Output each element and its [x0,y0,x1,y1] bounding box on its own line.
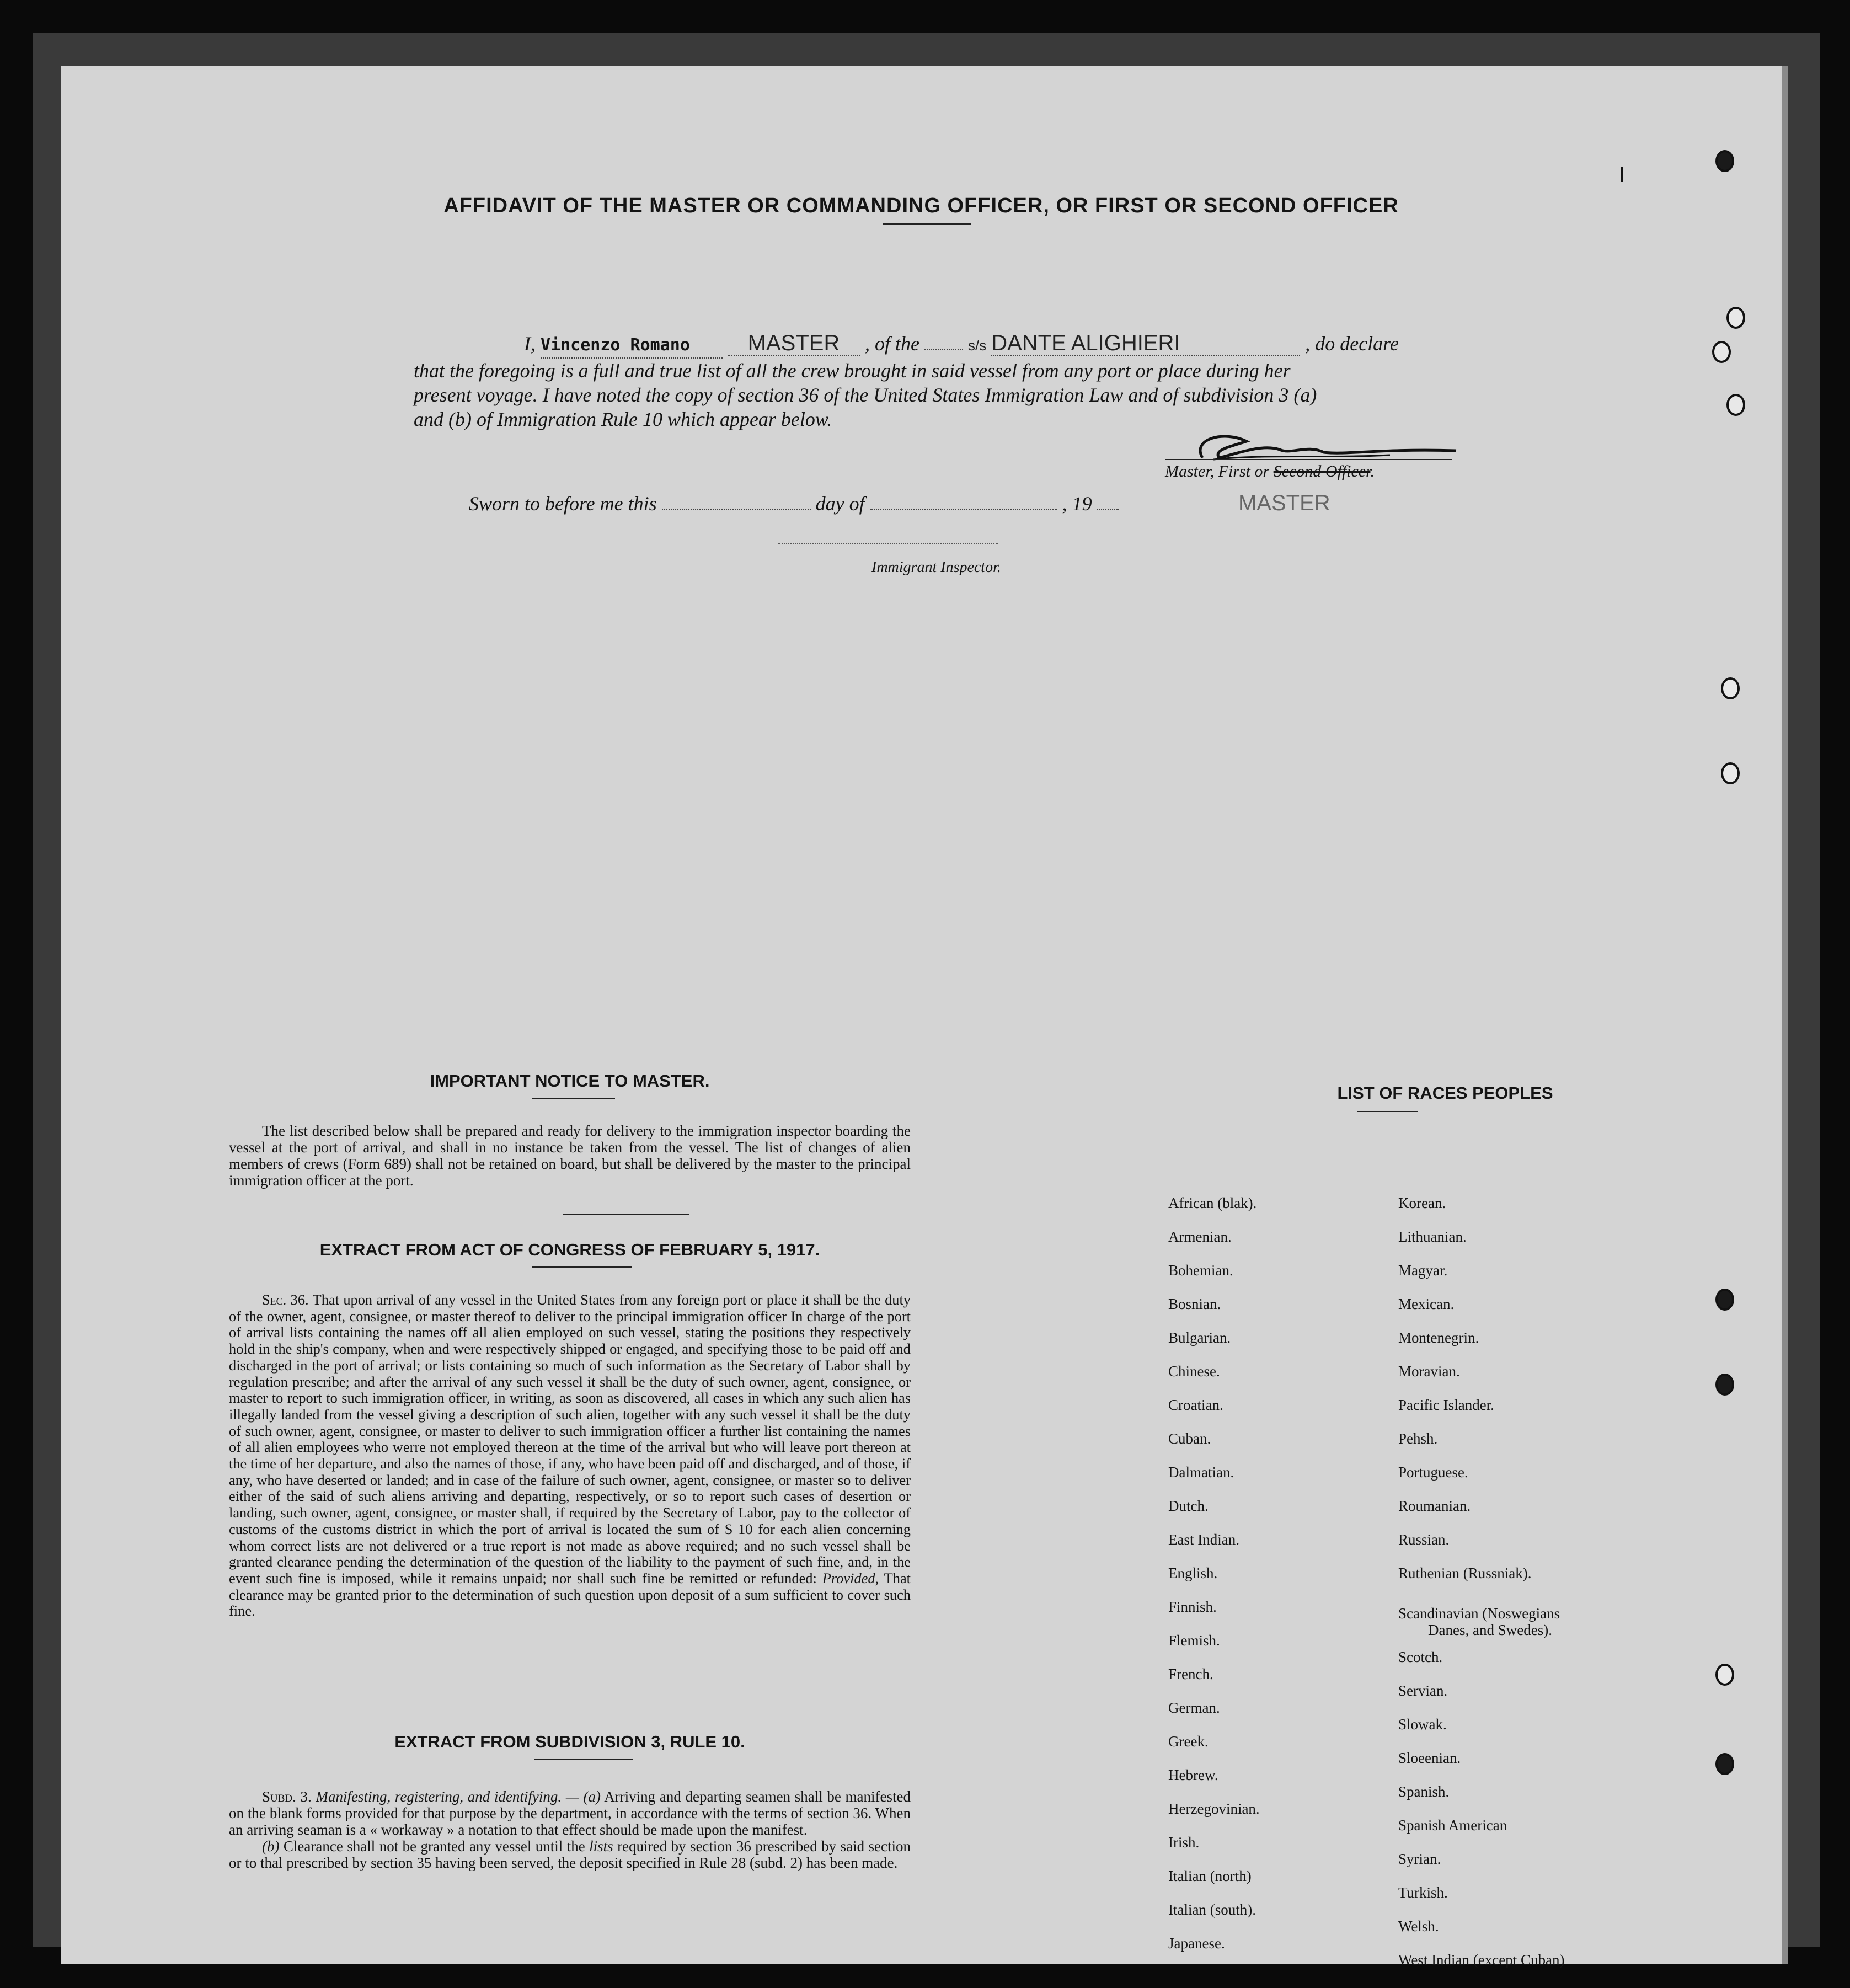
race-item: Roumanian. [1398,1498,1471,1514]
notice-body: The list described below shall be prepared and ready for delivery to the immigration inspector boarding the vessel at the port of arrival, and shall in no instance be taken from the vessel. The list of changes of alien members of crews (Form 689) shall not be retained on board, but shall be delivered by the master to the principal immigration officer at the port. [229,1123,911,1189]
inspector-signature-blank [778,543,998,544]
binder-hole-6 [1721,762,1740,784]
of-the-text: , of the [865,333,919,355]
margin-tick-mark [1621,167,1623,182]
race-item: Mexican. [1398,1296,1455,1312]
vessel-prefix: s/s [967,337,987,354]
act-extract-heading: EXTRACT FROM ACT OF CONGRESS OF FEBRUARY 5, 1917. [319,1240,820,1259]
race-item: Pacific Islander. [1398,1397,1494,1413]
race-item: German. [1168,1700,1220,1716]
notice-separator [563,1214,689,1215]
binder-hole-9 [1715,1664,1734,1686]
affidavit-line-2: that the foregoing is a full and true list of all the crew brought in said vessel from any port or place during her [414,360,1291,382]
subd-title: Manifesting, registering, and identifying. — (a) [316,1788,601,1805]
race-item: East Indian. [1168,1531,1239,1548]
race-item: African (blak). [1168,1195,1257,1211]
races-column-2 [1398,1195,1564,1985]
affidavit-title: AFFIDAVIT OF THE MASTER OR COMMANDING OFFICER, OR FIRST OR SECOND OFFICER [443,194,1399,217]
act-extract-body-block [229,1292,911,1620]
sworn-day-blank [662,509,811,510]
races-underline [1357,1111,1418,1112]
race-item: Bosnian. [1168,1296,1221,1312]
sec-36-label: Sec. 36. [262,1291,309,1308]
race-item: Chinese. [1168,1363,1220,1380]
race-item: Finnish. [1168,1599,1217,1615]
sworn-month-blank [870,509,1057,510]
race-item: Dutch. [1168,1498,1209,1514]
binder-hole-2 [1726,307,1745,329]
race-item: French. [1168,1666,1213,1682]
sworn-text: Sworn to before me this [469,493,657,515]
vessel-name-stamp: DANTE ALIGHIERI [991,331,1300,356]
race-item: Sloeenian. [1398,1750,1461,1766]
rule-extract-underline [534,1759,633,1760]
signature-caption-text: Master, First or [1165,462,1274,480]
affidavit-line-4: and (b) of Immigration Rule 10 which appear below. [414,408,832,430]
race-item: Herzegovinian. [1168,1800,1260,1817]
notice-body-block [229,1123,911,1189]
subd-b-label: (b) [262,1838,280,1855]
subd-para-b-start: Clearance shall not be granted any vessel until the [283,1838,585,1855]
form-page [61,66,1782,1968]
race-item: Korean. [1398,1195,1446,1211]
race-item: Japanese. [1168,1935,1225,1952]
race-item: Portuguese. [1398,1464,1468,1481]
rule-extract-heading: EXTRACT FROM SUBDIVISION 3, RULE 10. [394,1732,745,1751]
act-extract-underline [532,1266,632,1268]
race-item: Armenian. [1168,1228,1232,1245]
signature-caption [1165,462,1375,481]
race-item: Magyar. [1398,1262,1448,1279]
race-item: Scotch. [1398,1649,1443,1665]
race-item: Danes, and Swedes). [1428,1622,1552,1638]
affidavit-statement [414,331,1506,431]
title-underline [883,223,971,225]
signature-line [1165,459,1452,460]
binder-hole-5 [1721,677,1740,699]
signature-caption-struck: Second Officer [1273,462,1371,480]
notice-underline [532,1098,615,1099]
provided-text: That clearance may be granted prior to the determination of such question upon deposit of a sum sufficient to cover such fine. [229,1569,911,1620]
subd-para-a: Arriving and departing seamen shall be manifested on the blank forms provided for that purpose by the department, in accordance with the terms of section 36. When an arriving seaman is a « workaway » a notation to that effect should be made upon the manifest. [229,1788,911,1838]
race-item: Slowak. [1398,1716,1447,1733]
race-item: Moravian. [1398,1363,1460,1380]
races-heading: LIST OF RACES PEOPLES [1337,1083,1553,1103]
race-item: Italian (south). [1168,1901,1256,1918]
binder-hole-1 [1715,150,1734,172]
master-stamp: MASTER [1238,491,1330,515]
binder-hole-8 [1715,1374,1734,1396]
sec-36-text: That upon arrival of any vessel in the United States from any foreign port or place it shall be the duty of the owner, agent, consignee, or master thereof to deliver to the principal immigration officer In charge of the port of arrival lists containing the names off all alien employed on such vessel, stating the positions they respectively hold in the ship's company, when and were respectively shipped or engaged, and specifying those to be paid off and discharged in the port of arrival; or lists containing so much of such information as the Secretary of Labor shall by regulation prescribe; and after the arrival of any such vessel it shall be the duty of such owner, agent, consignee, or master to report to such immigration officer, in writing, as soon as discovered, all cases in which any such alien has illegally landed from the vessel giving a description of such alien, together with any such vessel it shall be the duty of such owner, agent, consignee, or master to deliver to such immigration officer a further list containing the names of all alien employees who werre not employed thereon at the time of the arrival but who will leave port thereon at the time of her departure, and also the names of those, if any, who have been paid off and discharged, and of those, if any, who have deserted or landed; and in case of the failure of such owner, agent, consignee, or master so to deliver either of the said of such aliens arriving and departing, respectively, or so to report such cases of desertion or landing, such owner, agent, consignee, or master shall, if required by the Secretary of Labor, pay to the collector of customs of the customs district in which the port of arrival is located the sum of S 10 for each alien concerning whom correct lists are not delivered or a true report is not made as above required; and no such vessel shall be granted clearance pending the determination of the question of the liability to the payment of such fine, and, in the event such fine is imposed, while it remains unpaid; nor shall such fine be remitted or refunded: [229,1291,911,1586]
race-item: Syrian. [1398,1851,1441,1867]
binder-hole-3 [1712,341,1731,363]
subd-para-b-lists: lists [589,1838,613,1855]
dotted-gap [924,349,963,350]
race-item: Croatian. [1168,1397,1223,1413]
binder-hole-4 [1726,394,1745,416]
officer-name: Vincenzo Romano [541,333,723,359]
race-item: Cuban. [1168,1430,1211,1447]
paper-edge [1781,66,1788,1964]
signature-caption-end: . [1370,462,1375,480]
race-item: Ruthenian (Russniak). [1398,1565,1532,1581]
race-item: Flemish. [1168,1632,1220,1649]
race-item: Russian. [1398,1531,1450,1548]
race-item: Greek. [1168,1733,1209,1750]
race-item: Pehsh. [1398,1430,1438,1447]
races-column-1 [1168,1195,1260,1969]
binder-hole-7 [1715,1289,1734,1311]
sworn-line [469,492,1119,515]
officer-rank-stamp: MASTER [728,331,860,356]
race-item: Scandinavian (Noswegians [1398,1605,1560,1622]
race-item: Servian. [1398,1682,1448,1699]
race-item: Dalmatian. [1168,1464,1234,1481]
race-item: Italian (north) [1168,1868,1252,1884]
notice-heading: IMPORTANT NOTICE TO MASTER. [430,1071,710,1091]
race-item: English. [1168,1565,1218,1581]
year-prefix: , 19 [1062,493,1092,515]
race-item: Hebrew. [1168,1767,1218,1783]
day-of-text: day of [815,493,865,515]
sworn-year-blank [1097,509,1119,510]
inspector-caption: Immigrant Inspector. [871,559,1001,576]
race-item: Irish. [1168,1834,1200,1851]
race-item: Spanish American [1398,1817,1507,1834]
race-item: Montenegrin. [1398,1329,1479,1346]
affidavit-prefix: I, [524,333,536,355]
race-item: Welsh. [1398,1918,1439,1934]
affidavit-line-3: present voyage. I have noted the copy of section 36 of the United States Immigration Law and of subdivision 3 (a) [414,384,1317,406]
race-item: West Indian (except Cuban) [1398,1952,1565,1968]
race-item: Bulgarian. [1168,1329,1231,1346]
subd-label: Subd. 3. [262,1788,312,1805]
race-item: Bohemian. [1168,1262,1233,1279]
provided-label: Provided, [822,1569,879,1586]
race-item: Lithuanian. [1398,1228,1467,1245]
binder-hole-10 [1715,1753,1734,1775]
race-item: Turkish. [1398,1884,1448,1901]
subd-para-b-end: required by section 36 prescribed by said section or to thal prescribed by section 35 having been served, the deposit specified in Rule 28 (subd. 2) has been made. [229,1838,911,1871]
rule-extract-body-block [229,1788,911,1871]
race-item: Spanish. [1398,1783,1450,1800]
declare-text: , do declare [1305,333,1399,355]
